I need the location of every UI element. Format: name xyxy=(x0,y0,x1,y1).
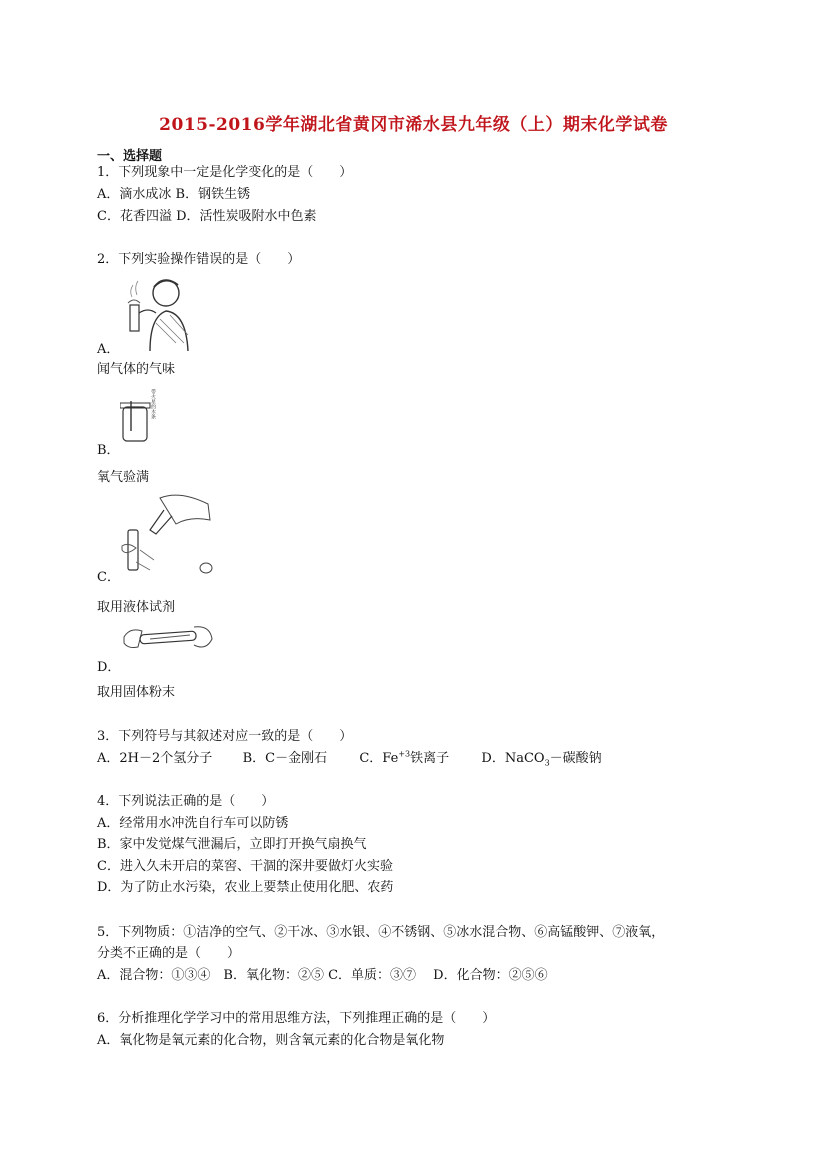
q4-option-b: B．家中发觉煤气泄漏后，立即打开换气扇换气 xyxy=(97,837,367,852)
q2-option-b-label: B． xyxy=(97,443,120,458)
q1-stem: 1．下列现象中一定是化学变化的是（ ） xyxy=(97,165,353,180)
oxygen-test-image xyxy=(120,387,160,445)
q2-option-c-label: C． xyxy=(97,570,120,585)
q5-options: A．混合物：①③④ B．氧化物：②⑤ C．单质：③⑦ D．化合物：②⑤⑥ xyxy=(97,968,548,983)
q4-option-d: D．为了防止水污染，农业上要禁止使用化肥、农药 xyxy=(97,880,394,895)
q4-option-a: A．经常用水冲洗自行车可以防锈 xyxy=(97,816,289,831)
q1-options-ab: A．滴水成冰 B．钢铁生锈 xyxy=(97,187,251,202)
q3-stem: 3．下列符号与其叙述对应一致的是（ ） xyxy=(97,729,353,744)
q3-option-d-prefix: D．NaCO xyxy=(481,751,545,766)
q2-option-b-text: 氧气验满 xyxy=(97,470,150,485)
q3-option-c-suffix: 铁离子 xyxy=(410,751,450,766)
q3-option-c-charge: +3 xyxy=(398,749,411,759)
section-heading: 一、选择题 xyxy=(97,149,163,164)
q2-option-c-text: 取用液体试剂 xyxy=(97,600,176,615)
q3-option-c-prefix: C．Fe xyxy=(359,751,399,766)
q6-stem: 6．分析推理化学学习中的常用思维方法，下列推理正确的是（ ） xyxy=(97,1011,496,1026)
page-title: 2015-2016学年湖北省黄冈市浠水县九年级（上）期末化学试卷 xyxy=(159,115,668,135)
burning-splint-label: 带火星的木条 xyxy=(150,389,156,419)
q2-option-d-label: D． xyxy=(97,660,121,675)
q4-option-c: C．进入久未开启的菜窖、干涸的深井要做灯火实验 xyxy=(97,859,393,874)
q2-option-a-label: A． xyxy=(97,342,120,357)
q6-option-a: A．氧化物是氧元素的化合物，则含氧元素的化合物是氧化物 xyxy=(97,1033,445,1048)
liquid-pouring-image xyxy=(120,490,215,578)
q3-option-d-suffix: －碳酸钠 xyxy=(549,751,602,766)
smelling-gas-image xyxy=(120,273,195,353)
q5-stem: 5．下列物质：①洁净的空气、②干冰、③水银、④不锈钢、⑤冰水混合物、⑥高锰酸钾、⑦液氧， xyxy=(97,925,665,940)
q2-option-a-text: 闻气体的气味 xyxy=(97,362,176,377)
q3-options xyxy=(97,750,602,768)
q1-options-cd: C．花香四溢 D．活性炭吸附水中色素 xyxy=(97,209,317,224)
q2-option-d-text: 取用固体粉末 xyxy=(97,685,176,700)
q2-stem: 2．下列实验操作错误的是（ ） xyxy=(97,252,301,267)
q3-option-a: A．2H－2个氢分子 xyxy=(97,751,213,766)
solid-powder-image xyxy=(120,619,215,659)
q3-option-d-subscript: 3 xyxy=(544,758,550,768)
q4-stem: 4．下列说法正确的是（ ） xyxy=(97,794,275,809)
q5-stem-2: 分类不正确的是（ ） xyxy=(97,946,241,961)
q3-option-b: B．C－金刚石 xyxy=(242,751,328,766)
